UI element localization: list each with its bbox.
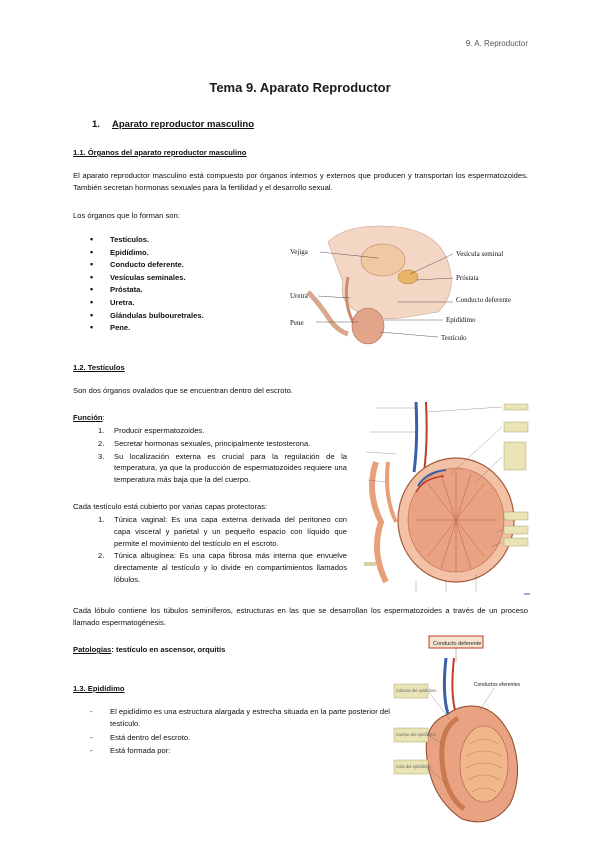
paragraph-lobulo: Cada lóbulo contiene los túbulos seminíferos, estructuras en las que se desarrollan los espermatozoides a través de un proceso llamado espermatogénesis. [73,606,528,627]
section-number: 1. [92,119,100,130]
list-item: • Uretra. [90,297,204,310]
list-item: - El epidídimo es una estructura alargada y estrecha situada en la parte posterior del testículo. [90,706,390,730]
label-prostata: Próstata [456,274,479,282]
list-item: • Conducto deferente. [90,259,204,272]
funciones-list [92,425,347,487]
label-cola: Cola del epidídimo [396,764,431,769]
label-conductos-eferentes: Conductos eferentes [473,682,520,688]
list-item: • Pene. [90,322,204,335]
label-pene: Pene [290,319,304,327]
list-item: 3. Su localización externa es crucial para la regulación de la temperatura, ya que la producción de espermatozoides requiere una temperatura más baja que la del cuerpo. [98,451,347,485]
list-item: - Está formada por: [90,745,390,757]
page-title: Tema 9. Aparato Reproductor [209,80,391,95]
list-item: • Epidídimo. [90,247,204,260]
capas-lead: Cada testículo está cubierto por varias capas protectoras: [73,502,268,511]
list-item: • Glándulas bulbouretrales. [90,310,204,323]
organ-list [90,234,204,335]
patologias-line: Patologías: testículo en ascensor, orquitis [73,645,226,654]
section-heading-1 [92,118,254,133]
list-item: - Está dentro del escroto. [90,732,390,744]
subsection-heading-1-2: 1.2. Testículos [73,363,125,372]
label-cuerpo: Cuerpo del epidídimo [396,732,436,737]
label-testiculo: Testículo [441,334,467,342]
section-title: Aparato reproductor masculino [112,119,254,130]
list-item: • Vesículas seminales. [90,272,204,285]
list-item: 2. Túnica albugínea: Es una capa fibrosa más interna que envuelve directamente al testículo y lo divide en compartimientos llamados lóbulos. [98,551,347,584]
funcion-heading: Función: [73,413,105,422]
subsection-heading-1-3: 1.3. Epidídimo [73,684,125,693]
list-item: 1. Producir espermatozoides. [98,426,205,435]
list-item: • Testículos. [90,234,204,247]
list-item: 2. Secretar hormonas sexuales, principalmente testosterona. [98,438,311,448]
label-epididimo: Epidídimo [446,316,476,324]
label-cabeza: Cabeza del epidídimo [396,688,437,693]
label-conducto: Conducto deferente [456,296,512,304]
capas-list [92,514,347,587]
paragraph-lead: Los órganos que lo forman son: [73,211,180,220]
reproductive-anatomy-figure [288,222,528,352]
list-item: 1. Túnica vaginal: Es una capa externa derivada del peritoneo con capa visceral y parietal y un pequeño espacio con líquido que permite el movimiento del testículo en el escroto. [98,515,347,548]
testis-section-figure [356,402,531,598]
label-uretra: Uretra [290,292,308,300]
running-head: 9. A. Reproductor [465,39,528,48]
paragraph-testiculos-intro: Son dos órganos ovalados que se encuentran dentro del escroto. [73,386,293,395]
label-vejiga: Vejiga [290,248,308,256]
list-item: • Próstata. [90,284,204,297]
label-vesicula: Vesícula seminal [456,250,504,258]
subsection-heading-1-1: 1.1. Órganos del aparato reproductor masculino [73,148,247,157]
epididymis-figure [392,634,530,834]
epididimo-list [90,706,390,759]
label-conducto-deferente: Conducto deferente [433,641,482,647]
paragraph-intro: El aparato reproductor masculino está compuesto por órganos internos y externos que producen y transportan los espermatozoides. También secretan hormonas sexuales para la fertilidad y el desarrollo sexual. [73,171,528,192]
